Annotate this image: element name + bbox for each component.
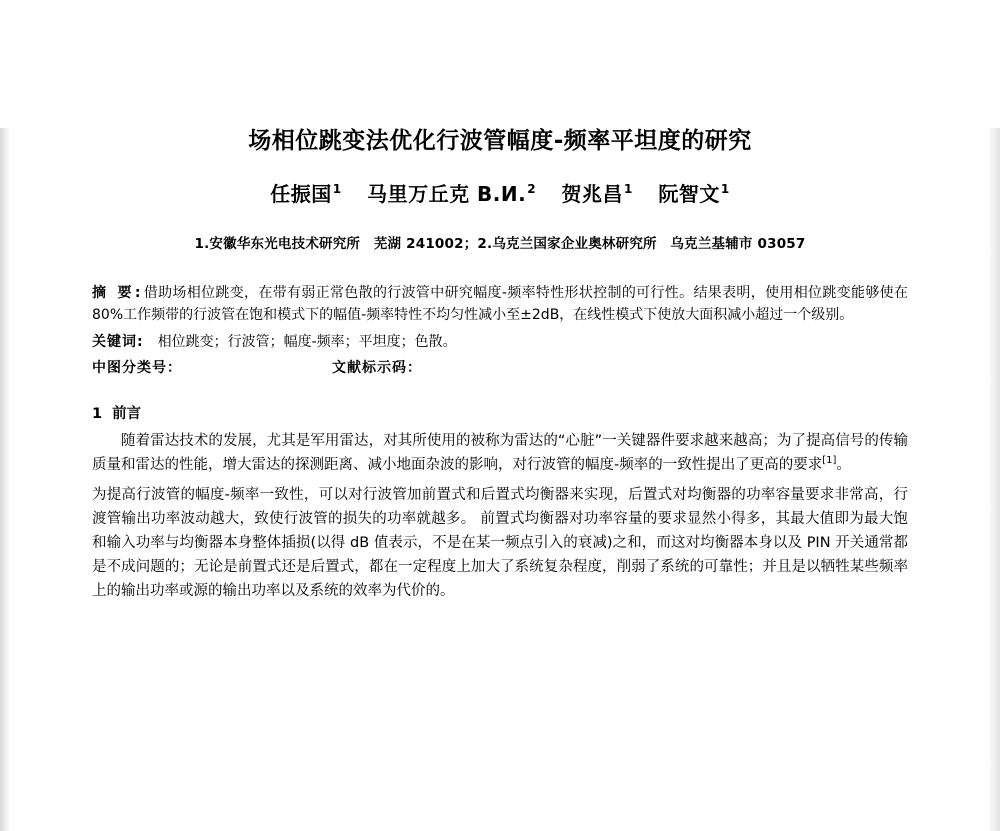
page-title: 场相位跳变法优化行波管幅度-频率平坦度的研究 — [248, 128, 752, 154]
keywords-label: 关键词: — [92, 333, 144, 350]
paragraph-tail: 。 — [836, 456, 851, 473]
scan-edge-right — [988, 128, 1000, 831]
affiliation-line: 1.安徽华东光电技术研究所 芜湖 241002；2.乌克兰国家企业奥林研究所 乌克兰基辅市 03057 — [194, 235, 806, 252]
citation-marker: [1] — [822, 454, 837, 466]
author-affiliation-marker: 1 — [332, 181, 342, 196]
paragraph — [92, 483, 908, 603]
section-number: 1 — [92, 405, 103, 422]
abstract-block — [92, 282, 908, 327]
author-name: 贺兆昌 — [561, 181, 624, 206]
document-page — [0, 128, 1000, 831]
author-affiliation-marker: 1 — [624, 181, 633, 196]
paragraph-text: 为提高行波管的幅度-频率一致性，可以对行波管加前置式和后置式均衡器来实现，后置式对均衡器的功率容量要求非常高，行渡管输出功率波动越大，致使行波管的损失的功率就越多。 前置式均衡器对功率容量的要求显然小得多，其最大值即为最大饱和输入功率与均衡器本身整体插损(以得 dB 值表示，不是在某一频点引入的衰减)之和，而这对均衡器本身以及 PIN 开关通常都是不成问题的；无论是前置式还是后置式，都在一定程度上加大了系统复杂程度，削弱了系统的可靠性；并且是以牺牲某些频率上的输出功率或源的输出功率以及系统的效率为代价的。 — [92, 486, 908, 600]
classification-row — [92, 357, 908, 379]
keywords-text: 相位跳变；行波管；幅度-频率；平坦度；色散。 — [157, 333, 457, 350]
cn-classification-label: 中图分类号： — [92, 360, 182, 377]
scan-edge-left — [0, 128, 10, 831]
author-item — [367, 178, 536, 207]
paragraph — [92, 429, 908, 477]
abstract-text: 借助场相位跳变，在带有弱正常色散的行波管中研究幅度-频率特性形状控制的可行性。结果表明，使用相位跳变能够使在 80%工作频带的行波管在饱和模式下的幅值-频率特性不均匀性减小至±2dB，在线性模式下使放大面积减小超过一个级别。 — [92, 284, 908, 324]
author-name: 阮智文 — [658, 181, 720, 206]
abstract-label: 摘 要: — [92, 284, 144, 301]
author-affiliation-marker: 2 — [527, 181, 537, 196]
author-item — [658, 178, 729, 207]
section-title: 前言 — [112, 405, 142, 422]
author-affiliation-marker: 1 — [720, 181, 730, 196]
keywords-block — [92, 331, 908, 353]
section-heading — [92, 402, 908, 423]
paragraph-text: 随着雷达技术的发展，尤其是军用雷达，对其所使用的被称为雷达的“心脏”一关键器件要求越来越高；为了提高信号的传输质量和雷达的性能，增大雷达的探测距离、减小地面杂波的影响，对行波管的幅度-频率的一致性提出了更高的要求 — [92, 432, 908, 473]
author-item — [562, 178, 633, 207]
author-name: 马里万丘克 В.И. — [367, 181, 527, 206]
author-list — [92, 178, 908, 207]
author-item — [270, 178, 341, 207]
author-name: 任振国 — [270, 181, 332, 206]
document-code-label: 文献标示码： — [332, 360, 422, 377]
